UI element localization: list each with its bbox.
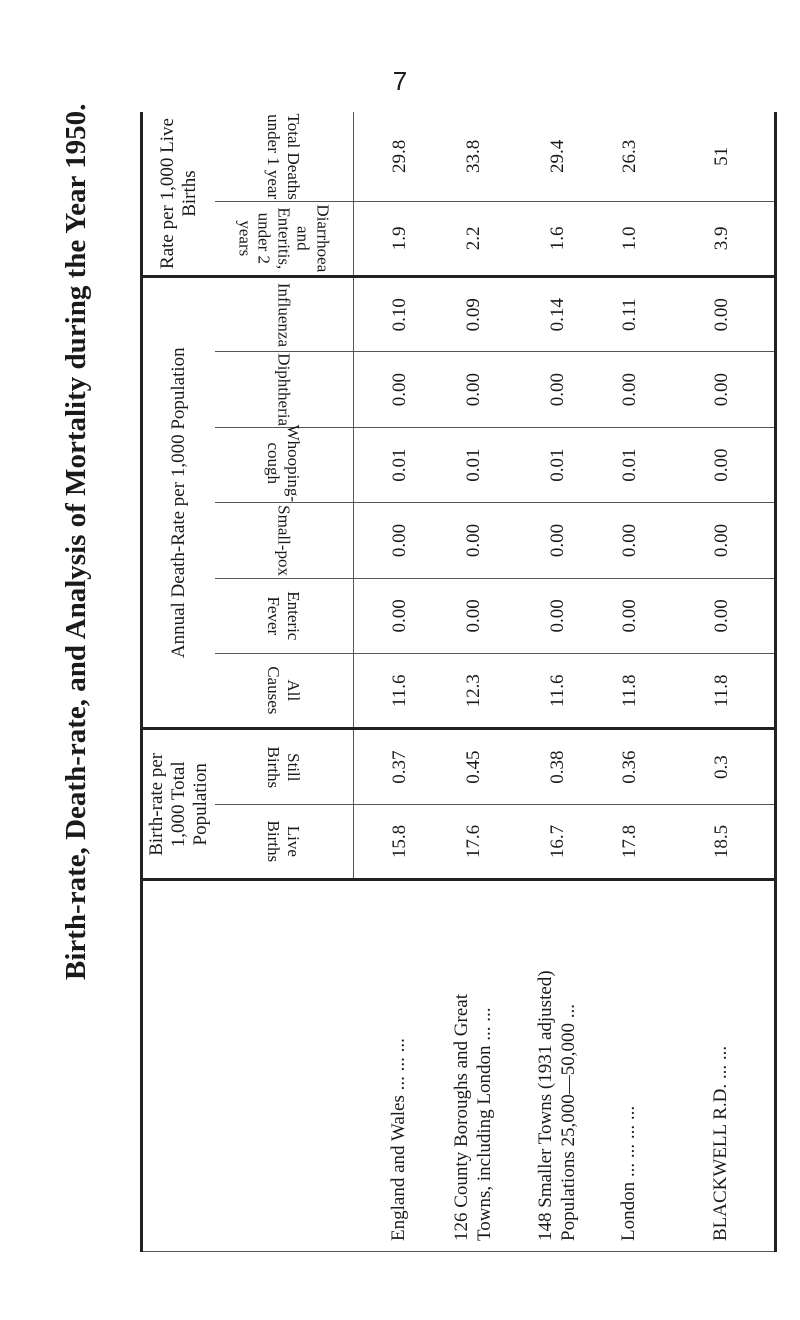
- whooping-cough-value: 0.01: [368, 427, 432, 502]
- total-deaths-value: 29.8: [368, 112, 432, 201]
- live-births-value: 18.5: [660, 804, 776, 879]
- live-births-value: 16.7: [516, 804, 600, 879]
- live-births-value: 15.8: [368, 804, 432, 879]
- diphtheria-value: 0.00: [600, 352, 660, 427]
- group-header-row: [142, 112, 216, 1252]
- table-row: [516, 112, 600, 1252]
- table-row: [432, 112, 516, 1252]
- diarrhoea-value: 1.0: [600, 201, 660, 276]
- spacer-row: [354, 112, 368, 1252]
- enteric-fever-value: 0.00: [516, 578, 600, 653]
- all-causes-value: 12.3: [432, 654, 516, 729]
- mortality-table: [140, 112, 777, 1252]
- still-births-value: 0.3: [660, 729, 776, 804]
- all-causes-header: All Causes: [215, 654, 354, 729]
- table-row-highlight: [660, 112, 776, 1252]
- still-births-value: 0.45: [432, 729, 516, 804]
- infant-rate-group-header: Rate per 1,000 Live Births: [142, 112, 216, 277]
- diphtheria-value: 0.00: [660, 352, 776, 427]
- diphtheria-value: 0.00: [432, 352, 516, 427]
- diphtheria-value: 0.00: [516, 352, 600, 427]
- table-row: [368, 112, 432, 1252]
- influenza-value: 0.14: [516, 277, 600, 352]
- diarrhoea-value: 1.6: [516, 201, 600, 276]
- diarrhoea-value: 3.9: [660, 201, 776, 276]
- area-name: London ... ... ... ...: [600, 880, 660, 1252]
- all-causes-value: 11.6: [516, 654, 600, 729]
- still-births-header: Still Births: [215, 729, 354, 804]
- all-causes-value: 11.8: [660, 654, 776, 729]
- death-rate-group-header: Annual Death-Rate per 1,000 Population: [142, 277, 216, 729]
- diphtheria-value: 0.00: [368, 352, 432, 427]
- enteric-fever-value: 0.00: [660, 578, 776, 653]
- enteric-fever-value: 0.00: [600, 578, 660, 653]
- enteric-fever-header: Enteric Fever: [215, 578, 354, 653]
- still-births-value: 0.36: [600, 729, 660, 804]
- influenza-value: 0.10: [368, 277, 432, 352]
- diarrhoea-header: Diarrhoea and Enteritis, under 2 years: [215, 201, 354, 276]
- total-deaths-header: Total Deaths under 1 year: [215, 112, 354, 201]
- page-title: Birth-rate, Death-rate, and Analysis of Mortality during the Year 1950.: [60, 103, 92, 980]
- all-causes-value: 11.6: [368, 654, 432, 729]
- small-pox-value: 0.00: [660, 503, 776, 578]
- whooping-cough-header: Whooping-cough: [215, 427, 354, 502]
- enteric-fever-value: 0.00: [368, 578, 432, 653]
- page-number: 7: [392, 66, 408, 96]
- area-name: BLACKWELL R.D. ... ...: [660, 880, 776, 1252]
- total-deaths-value: 33.8: [432, 112, 516, 201]
- small-pox-value: 0.00: [516, 503, 600, 578]
- diarrhoea-value: 1.9: [368, 201, 432, 276]
- influenza-value: 0.00: [660, 277, 776, 352]
- still-births-value: 0.37: [368, 729, 432, 804]
- live-births-value: 17.8: [600, 804, 660, 879]
- diarrhoea-value: 2.2: [432, 201, 516, 276]
- whooping-cough-value: 0.01: [516, 427, 600, 502]
- enteric-fever-value: 0.00: [432, 578, 516, 653]
- small-pox-header: Small-pox: [215, 503, 354, 578]
- whooping-cough-value: 0.00: [660, 427, 776, 502]
- area-name: 148 Smaller Towns (1931 adjusted) Populations 25,000—50,000 ...: [516, 880, 600, 1252]
- birth-rate-group-header: Birth-rate per 1,000 Total Population: [142, 729, 216, 880]
- influenza-value: 0.09: [432, 277, 516, 352]
- total-deaths-value: 26.3: [600, 112, 660, 201]
- area-name: England and Wales ... ... ...: [368, 880, 432, 1252]
- small-pox-value: 0.00: [600, 503, 660, 578]
- all-causes-value: 11.8: [600, 654, 660, 729]
- small-pox-value: 0.00: [432, 503, 516, 578]
- table-row: [600, 112, 660, 1252]
- influenza-value: 0.11: [600, 277, 660, 352]
- influenza-header: Influenza: [215, 277, 354, 352]
- area-header-cell: [142, 880, 354, 1252]
- still-births-value: 0.38: [516, 729, 600, 804]
- whooping-cough-value: 0.01: [432, 427, 516, 502]
- total-deaths-value: 29.4: [516, 112, 600, 201]
- total-deaths-value: 51: [660, 112, 776, 201]
- diphtheria-header: Diphtheria: [215, 352, 354, 427]
- rotated-table-wrapper: [140, 112, 760, 1252]
- small-pox-value: 0.00: [368, 503, 432, 578]
- live-births-header: Live Births: [215, 804, 354, 879]
- whooping-cough-value: 0.01: [600, 427, 660, 502]
- area-name: 126 County Boroughs and Great Towns, including London ... ...: [432, 880, 516, 1252]
- live-births-value: 17.6: [432, 804, 516, 879]
